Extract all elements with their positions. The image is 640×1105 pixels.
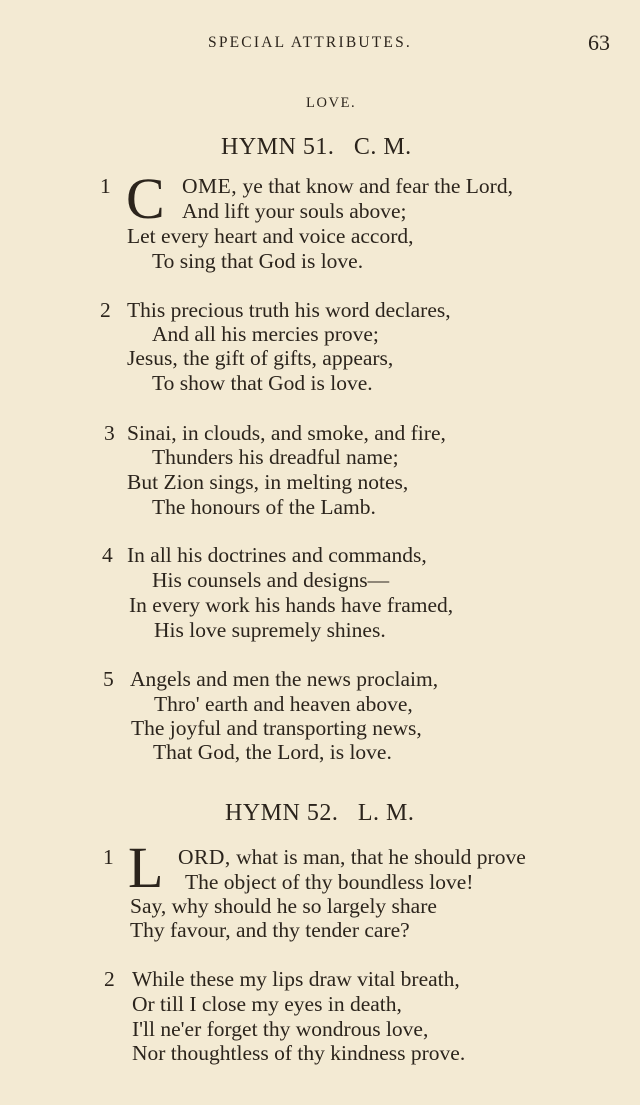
page-number: 63	[588, 30, 610, 55]
hymn-line: This precious truth his word declares,	[127, 298, 451, 322]
stanza-number: 1	[103, 845, 114, 869]
line-text: what is man, that he should prove	[230, 845, 526, 869]
hymn-line: While these my lips draw vital breath,	[132, 967, 460, 991]
hymn-line: Or till I close my eyes in death,	[132, 992, 402, 1016]
hymn-line: Nor thoughtless of thy kindness prove.	[132, 1041, 466, 1065]
hymn-line: Angels and men the news proclaim,	[130, 667, 439, 691]
hymn-line: And lift your souls above;	[182, 199, 407, 223]
hymn-line: Thy favour, and thy tender care?	[130, 918, 410, 942]
drop-cap: L	[128, 835, 164, 900]
hymn-line: Thunders his dreadful name;	[152, 445, 399, 469]
running-title: SPECIAL ATTRIBUTES.	[208, 34, 412, 51]
line-opening-caps: ORD,	[178, 845, 231, 869]
hymn-line: In every work his hands have framed,	[129, 593, 454, 617]
hymn-line: The object of thy boundless love!	[185, 870, 474, 894]
hymn-line: But Zion sings, in melting notes,	[127, 470, 409, 494]
hymn-line: His counsels and designs—	[152, 568, 390, 592]
line-opening-caps: OME,	[182, 174, 238, 198]
stanza-number: 3	[104, 421, 115, 445]
stanza-number: 2	[104, 967, 115, 991]
stanza-number: 4	[102, 543, 113, 567]
hymn-line: The honours of the Lamb.	[152, 495, 376, 519]
line-text: ye that know and fear the Lord,	[237, 174, 513, 198]
hymn-line: Thro' earth and heaven above,	[154, 692, 413, 716]
hymn-line: I'll ne'er forget thy wondrous love,	[132, 1017, 429, 1041]
hymn-line	[182, 176, 513, 198]
stanza-number: 2	[100, 298, 111, 322]
hymn-line: The joyful and transporting news,	[131, 716, 422, 740]
hymn-line: In all his doctrines and commands,	[127, 543, 427, 567]
hymn-line: To show that God is love.	[152, 371, 373, 395]
stanza-number: 1	[100, 174, 111, 198]
hymn-line: His love supremely shines.	[154, 618, 386, 642]
hymn-line: Let every heart and voice accord,	[127, 224, 414, 248]
hymn-line: That God, the Lord, is love.	[153, 740, 392, 764]
hymn-line: Sinai, in clouds, and smoke, and fire,	[127, 421, 446, 445]
hymn-line: Say, why should he so largely share	[130, 894, 437, 918]
hymn-line: To sing that God is love.	[152, 249, 364, 273]
section-heading: LOVE.	[306, 95, 357, 111]
hymn-line	[178, 847, 526, 869]
hymn-line: Jesus, the gift of gifts, appears,	[127, 346, 394, 370]
drop-cap: C	[126, 166, 165, 231]
stanza-number: 5	[103, 667, 114, 691]
hymn-52-title: HYMN 52. L. M.	[225, 800, 415, 826]
hymn-51-title: HYMN 51. C. M.	[221, 134, 412, 160]
hymn-line: And all his mercies prove;	[152, 322, 379, 346]
